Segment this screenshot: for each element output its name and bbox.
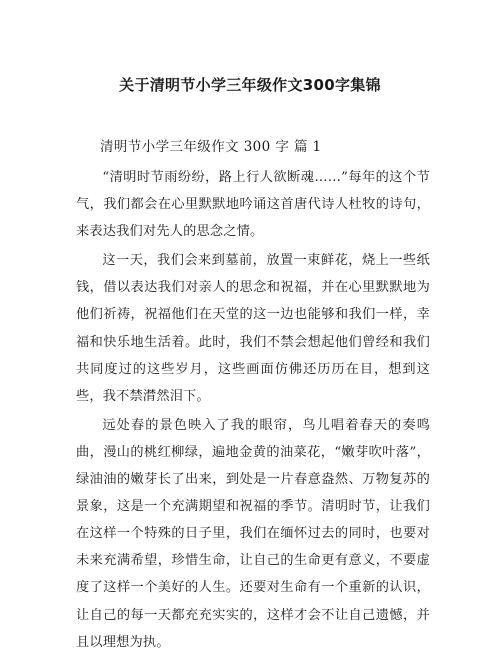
paragraph-1: “清明时节雨纷纷，路上行人欲断魂……”每年的这个节气，我们都会在心里默默地吟诵这首唐代诗人杜牧的诗句，来表达我们对先人的思念之情。 <box>76 170 430 240</box>
paragraph-2: 这一天，我们会来到墓前，放置一束鲜花，烧上一些纸钱，借以表达我们对亲人的思念和祝福，并在心里默默地为他们祈祷，祝福他们在天堂的这一边也能够和我们一样，幸福和快乐地生活着。此时，我们不禁会想起他们曾经和我们共同度过的这些岁月，这些画面仿佛还历历在目，想到这些，我不禁潸然泪下。 <box>76 253 430 404</box>
document-body <box>76 164 430 658</box>
document-title: 关于清明节小学三年级作文300字集锦 <box>119 76 381 94</box>
paragraph-3: 远处春的景色映入了我的眼帘，鸟儿唱着春天的奏鸣曲，漫山的桃红柳绿，遍地金黄的油菜花，“嫩芽吹叶落”，绿油油的嫩芽长了出来，到处是一片春意盎然、万物复苏的景象，这是一个充满期望和祝福的季节。清明时节，让我们在这样一个特殊的日子里，我们在缅怀过去的同时，也要对未来充满希望，珍惜生命，让自己的生命更有意义，不要虚度了这样一个美好的人生。还要对生命有一个重新的认识，让自己的每一天都充充实实的，这样才会不让自己遗憾，并且以理想为执。 <box>76 417 430 650</box>
section-heading: 清明节小学三年级作文 300 字 篇 1 <box>100 139 322 155</box>
